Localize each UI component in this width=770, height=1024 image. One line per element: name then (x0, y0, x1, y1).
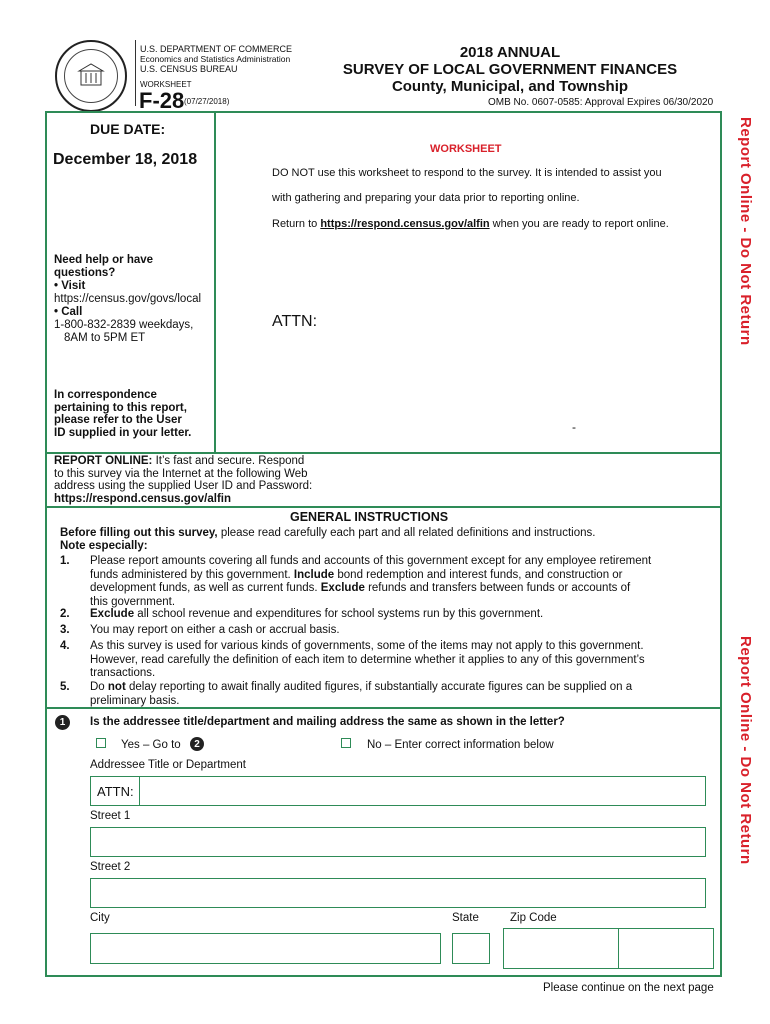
due-date: December 18, 2018 (53, 151, 198, 168)
attn-label: ATTN: (272, 313, 318, 330)
city-label: City (90, 912, 110, 924)
econ-admin: Economics and Statistics Administration (140, 54, 291, 64)
zip-extension-field[interactable] (618, 928, 714, 969)
no-label: No – Enter correct information below (367, 739, 554, 751)
instruction-item-1: 1. Please report amounts covering all funds and accounts of this government except for any employee retirement funds administered by this government. Include bond redemption and interest funds, and construction or development funds, as well as current funds. Exclude refunds and transfers between funds or accounts of this government. (60, 555, 652, 608)
census-bureau-seal (55, 40, 127, 112)
side-notice-top: Report Online - Do Not Return (737, 117, 754, 346)
attn-field[interactable] (90, 776, 706, 806)
help-url[interactable]: https://census.gov/govs/local (54, 293, 202, 305)
yes-label: Yes – Go to (121, 739, 181, 751)
attn-field-label: ATTN: (90, 776, 140, 806)
go-to-2-marker: 2 (190, 737, 204, 751)
section-divider (45, 707, 722, 709)
bureau-name: U.S. CENSUS BUREAU (140, 64, 238, 74)
survey-year-title: 2018 ANNUAL (459, 44, 561, 61)
respond-link[interactable]: https://respond.census.gov/alfin (320, 218, 490, 230)
yes-checkbox[interactable] (96, 738, 106, 748)
zip-code-field[interactable] (503, 928, 619, 969)
dept-name: U.S. DEPARTMENT OF COMMERCE (140, 44, 293, 54)
zip-label: Zip Code (510, 912, 557, 924)
form-number: F-28 (139, 88, 185, 113)
instruction-item-3: 3. You may report on either a cash or accrual basis. (60, 624, 340, 636)
survey-subtitle: County, Municipal, and Township (391, 78, 629, 95)
instructions-intro: Before filling out this survey, please read carefully each part and all related definitions and instructions. (60, 527, 596, 539)
report-online-text: REPORT ONLINE: It’s fast and secure. Respond to this survey via the Internet at the following Web address using the supplied User ID and Password: https://respond.census.gov/alfin (54, 455, 313, 505)
general-instructions-title: GENERAL INSTRUCTIONS (290, 510, 449, 524)
note-especially: Note especially: (60, 540, 148, 552)
omb-number: OMB No. 0607-0585: Approval Expires 06/30/2020 (488, 97, 714, 108)
correspondence-note: In correspondence pertaining to this report, please refer to the User ID supplied in your letter. (54, 389, 192, 439)
instruction-item-5: 5. Do not delay reporting to await finally audited figures, if substantially accurate figures can be supplied on a preliminary basis. (60, 681, 633, 707)
help-phone: 1-800-832-2839 weekdays, (54, 319, 194, 331)
form-date: (07/27/2018) (184, 97, 230, 106)
worksheet-note-3: Return to https://respond.census.gov/alfin when you are ready to report online. (272, 218, 669, 230)
worksheet-label: WORKSHEET (140, 80, 192, 89)
street-2-label: Street 2 (90, 861, 131, 873)
help-block: Need help or have questions? • Visit https://census.gov/govs/local • Call 1-800-832-2839 weekdays, 8AM to 5PM ET (54, 254, 202, 344)
continue-note: Please continue on the next page (543, 982, 714, 994)
street-1-field[interactable] (90, 827, 706, 857)
question-1-number: 1 (55, 715, 70, 730)
street-2-field[interactable] (90, 878, 706, 908)
state-field[interactable] (452, 933, 490, 964)
addressee-label: Addressee Title or Department (90, 759, 246, 771)
worksheet-note-1: DO NOT use this worksheet to respond to the survey. It is intended to assist you (272, 167, 662, 179)
worksheet-title: WORKSHEET (430, 143, 502, 155)
question-1-text: Is the addressee title/department and mailing address the same as shown in the letter? (90, 716, 565, 728)
instruction-item-2: 2. Exclude all school revenue and expenditures for school systems run by this government. (60, 608, 544, 620)
survey-title: SURVEY OF LOCAL GOVERNMENT FINANCES (342, 61, 678, 78)
no-checkbox[interactable] (341, 738, 351, 748)
side-notice-bottom: Report Online - Do Not Return (737, 636, 754, 865)
street-1-label: Street 1 (90, 810, 131, 822)
city-field[interactable] (90, 933, 441, 964)
worksheet-note-2: with gathering and preparing your data prior to reporting online. (272, 192, 580, 204)
report-online-url[interactable]: https://respond.census.gov/alfin (54, 492, 231, 505)
state-label: State (452, 912, 479, 924)
header-divider (135, 40, 136, 106)
due-date-label: DUE DATE: (90, 121, 166, 137)
user-id-dash: - (572, 420, 576, 434)
instruction-item-4: 4. As this survey is used for various kinds of governments, some of the items may not apply to this government. However, read carefully the definition of each item to determine whether it applies to any of this government’s transactions. (60, 640, 645, 679)
